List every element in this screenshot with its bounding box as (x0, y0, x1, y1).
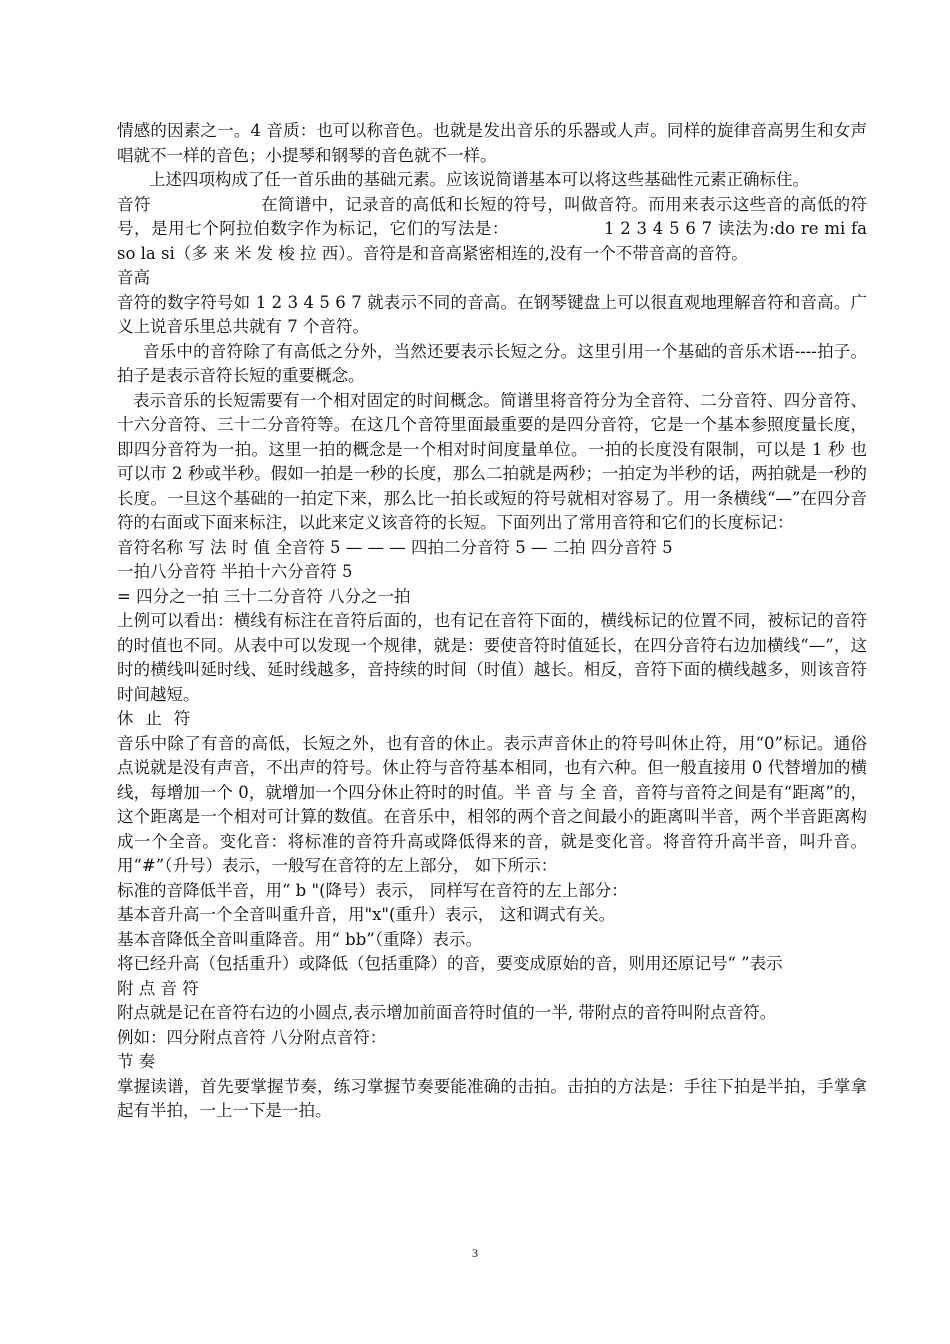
paragraph-duration-lines: 上例可以看出：横线有标注在音符后面的，也有记在音符下面的，横线标记的位置不同，被标记的音符的时值也不同。从表中可以发现一个规律，就是：要使音符时值延长，在四分音符右边加横线“—”，这时的横线叫延时线、延时线越多，音持续的时间（时值）越长。相反，音符下面的横线越多，则该音符时间越短。 (117, 611, 867, 704)
paragraph-beat-intro: 音乐中的音符除了有高低之分外，当然还要表示长短之分。这里引用一个基础的音乐术语----拍子。拍子是表示音符长短的重要概念。 (117, 341, 867, 385)
paragraph-natural: 将已经升高（包括重升）或降低（包括重降）的音，要变成原始的音，则用还原记号“ ”表示 (117, 954, 783, 973)
page-number: 3 (472, 1246, 478, 1260)
note-reading-text: 1 2 3 4 5 6 7 读法为:do re mi fa so la si（多 来 米 发 梭 拉 西）。音符是和音高紧密相连的,没有一个不带音高的音符。 (117, 219, 867, 263)
paragraph-note-values: 表示音乐的长短需要有一个相对固定的时间概念。简谱里将音符分为全音符、二分音符、四分音符、十六分音符、三十二分音符等。在这几个音符里面最重要的是四分音符，它是一个基本参照度量长度，即四分音符为一拍。这里一拍的概念是一个相对时间度量单位。一拍的长度没有限制，可以是 1 秒 也可以市 2 秒或半秒。假如一拍是一秒的长度，那么二拍就是两秒；一拍定为半秒的话，两拍就是一秒的长度。一旦这个基础的一拍定下来，那么比一拍长或短的符号就相对容易了。用一条横线“—”在四分音符的右面或下面来标注，以此来定义该音符的长短。下面列出了常用音符和它们的长度标记： (117, 390, 867, 532)
paragraph-note-definition (117, 193, 867, 267)
paragraph-double-flat: 基本音降低全音叫重降音。用“ bb”（重降）表示。 (117, 929, 482, 949)
heading-dotted-note: 附 点 音 符 (117, 978, 199, 998)
note-table-line-1: 音符名称 写 法 时 值 全音符 5 — — — 四拍二分音符 5 — 二拍 四分音符 5 (117, 537, 673, 557)
note-definition-text: 在简谱中，记录音的高低和长短的符号，叫做音符。而用来表示这些音的高低的符号，是用七个阿拉伯数字作为标记，它们的写法是： (117, 194, 868, 238)
paragraph-rest: 音乐中除了有音的高低，长短之外，也有音的休止。表示声音休止的符号叫休止符，用“0”标记。通俗点说就是没有声音，不出声的符号。休止符与音符基本相同，也有六种。但一般直接用 0 代替增加的横线，每增加一个 0，就增加一个四分休止符时的时值。半 音 与 全 音，音符与音符之间是有“距离”的，这个距离是一个相对可计算的数值。在音乐中，相邻的两个音之间最小的距离叫半音，两个半音距离构成一个全音。变化音：将标准的音符升高或降低得来的音，就是变化音。将音符升高半音，叫升音。用“#”（升号）表示，一般写在音符的左上部分， 如下所示： (117, 733, 867, 875)
heading-rhythm: 节 奏 (117, 1052, 156, 1071)
body-text (117, 119, 867, 1124)
paragraph-pitch: 音符的数字符号如 1 2 3 4 5 6 7 就表示不同的音高。在钢琴键盘上可以很直观地理解音符和音高。广义上说音乐里总共就有 7 个音符。 (117, 292, 867, 336)
paragraph-rhythm: 掌握读谱，首先要掌握节奏，练习掌握节奏要能准确的击拍。击拍的方法是：手往下拍是半拍，手掌拿起有半拍，一上一下是一拍。 (117, 1076, 867, 1120)
paragraph-dotted-example: 例如：四分附点音符 八分附点音符： (117, 1027, 387, 1047)
note-table-line-2: 一拍八分音符 半拍十六分音符 5 (117, 562, 353, 581)
paragraph-double-sharp: 基本音升高一个全音叫重升音，用"x"(重升）表示， 这和调式有关。 (117, 905, 616, 924)
paragraph-timbre: 情感的因素之一。4 音质：也可以称音色。也就是发出音乐的乐器或人声。同样的旋律音高男生和女声唱就不一样的音色；小提琴和钢琴的音色就不一样。 (117, 121, 867, 165)
paragraph-dotted-note: 附点就是记在音符右边的小圆点,表示增加前面音符时值的一半, 带附点的音符叫附点音符。 (117, 1003, 777, 1022)
heading-rest: 休 止 符 (117, 709, 194, 728)
paragraph-flat: 标准的音降低半音，用“ b "(降号）表示， 同样写在音符的左上部分： (117, 880, 628, 900)
heading-pitch: 音高 (117, 268, 150, 287)
note-table-line-3: = 四分之一拍 三十二分音符 八分之一拍 (117, 586, 411, 606)
paragraph-four-elements: 上述四项构成了任一首乐曲的基础元素。应该说简谱基本可以将这些基础性元素正确标住。 (149, 170, 809, 189)
heading-note: 音符 (117, 194, 151, 214)
